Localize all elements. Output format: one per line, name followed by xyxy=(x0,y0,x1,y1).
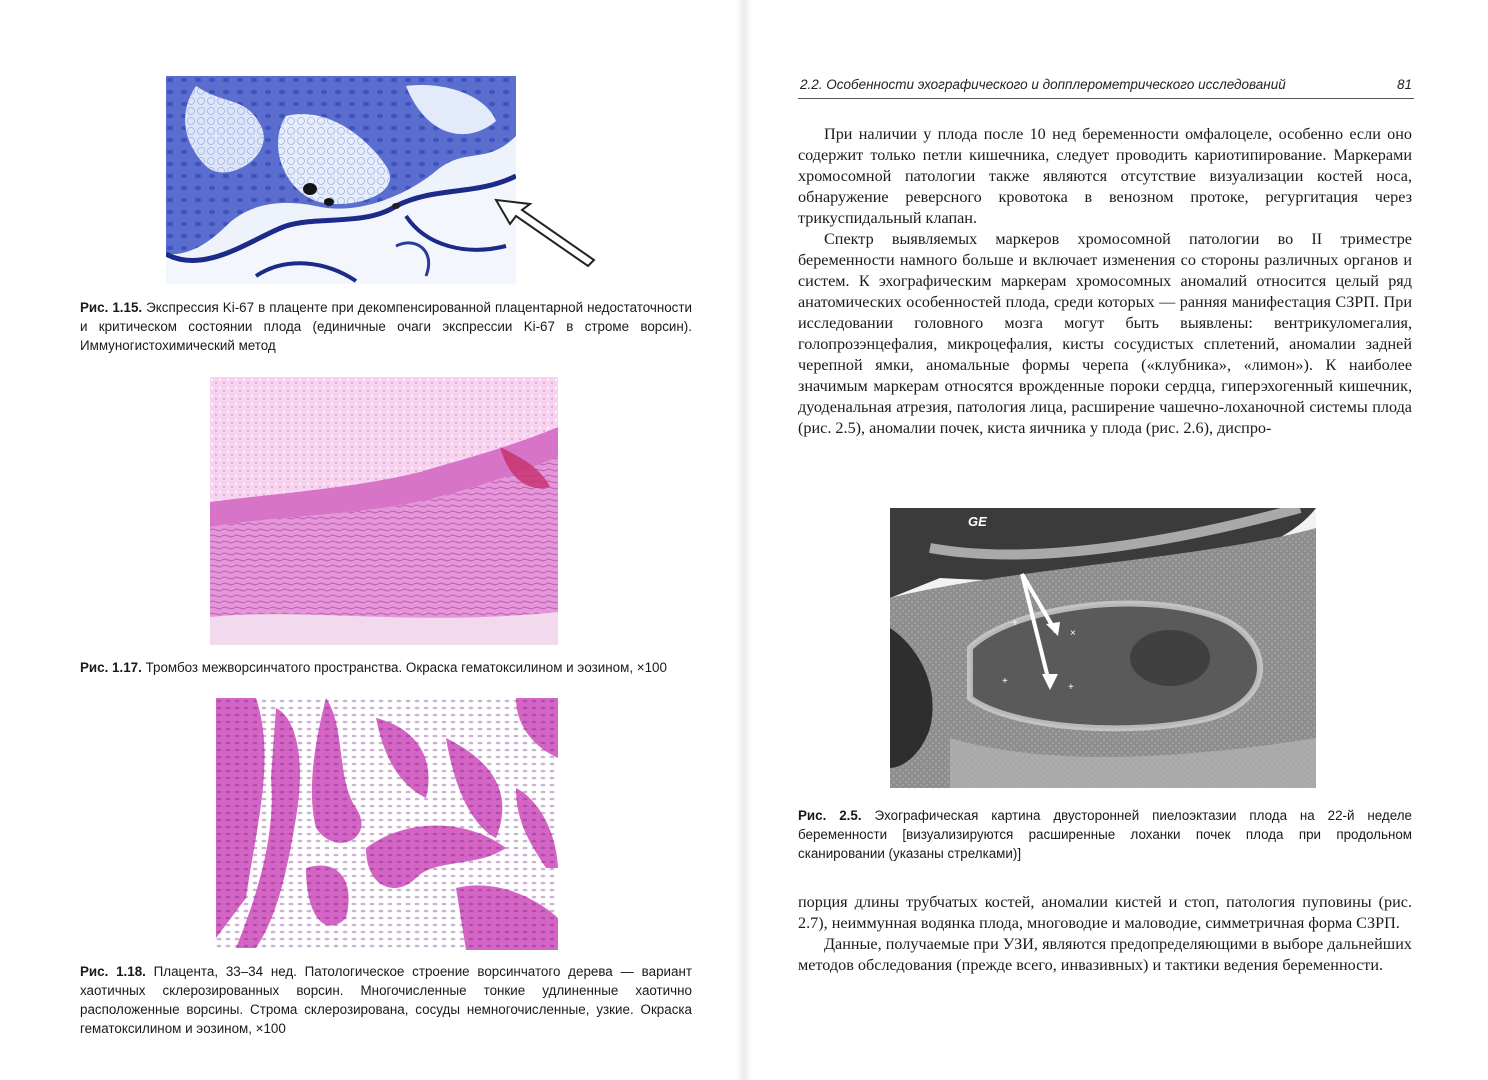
book-gutter xyxy=(736,0,752,1080)
figure-2-5-label: Рис. 2.5. xyxy=(798,808,862,823)
figure-1-15-caption-text: Экспрессия Ki-67 в плаценте при декомпенсированной плацентарной недостаточности и критическом состоянии плода (единичные очаги экспрессии Ki-67 в строме ворсин). Иммуногистохимический метод xyxy=(80,300,692,353)
svg-text:+: + xyxy=(1068,682,1074,693)
figure-1-17-caption xyxy=(80,658,692,677)
paragraph-1: При наличии у плода после 10 нед беременности омфалоцеле, особенно если оно содержит только петли кишечника, следует проводить кариотипирование. Маркерами хромосомной патологии также являются отсутствие визуализации костей носа, обнаружение реверсного кровотока в венозном протоке, регургитация через трикуспидальный клапан. xyxy=(798,125,1412,227)
figure-1-17-caption-text: Тромбоз межворсинчатого пространства. Окраска гематоксилином и эозином, ×100 xyxy=(145,660,667,675)
body-text-bottom xyxy=(798,892,1412,976)
ihc-micrograph-image xyxy=(166,76,516,284)
body-text-top xyxy=(798,124,1412,439)
figure-1-18-micrograph xyxy=(216,698,558,950)
figure-1-18-caption xyxy=(80,962,692,1038)
svg-text:+: + xyxy=(1012,618,1018,629)
paragraph-4: Данные, получаемые при УЗИ, являются предопределяющими в выборе дальнейших методов обследования (прежде всего, инвазивных) и тактики ведения беременности. xyxy=(798,935,1412,974)
running-head-title: 2.2. Особенности эхографического и допплерометрического исследований xyxy=(800,77,1286,92)
ultrasound-image xyxy=(890,508,1316,788)
figure-1-15-caption xyxy=(80,298,692,355)
he-villi-image xyxy=(216,698,558,950)
figure-1-15-micrograph xyxy=(166,76,516,284)
svg-text:×: × xyxy=(1070,628,1076,639)
paragraph-2: Спектр выявляемых маркеров хромосомной патологии во II триместре беременности намного больше и включает изменения со стороны различных органов и систем. К эхографическим маркерам хромосомных аномалий относится целый ряд анатомических особенностей плода, среди которых — ранняя манифестация СЗРП. При исследовании головного мозга могут быть выявлены: вентрикуломегалия, голопрозэнцефалия, микроцефалия, кисты сосудистых сплетений, аномалии задней черепной ямки, аномальные формы черепа («клубника», «лимон»). К наиболее значимым маркерам относятся врожденные пороки сердца, гиперэхогенный кишечник, дуоденальная атрезия, патология лица, расширение чашечно-лоханочной системы плода (рис. 2.5), аномалии почек, киста яичника у плода (рис. 2.6), диспро- xyxy=(798,230,1412,437)
figure-1-18-caption-text: Плацента, 33–34 нед. Патологическое строение ворсинчатого дерева — вариант хаотичных склерозированных ворсин. Многочисленные тонкие удлиненные хаотично расположенные ворсины. Строма склерозирована, сосуды немногочисленные, узкие. Окраска гематоксилином и эозином, ×100 xyxy=(80,964,692,1036)
figure-2-5-ultrasound xyxy=(890,508,1316,788)
figure-1-18-label: Рис. 1.18. xyxy=(80,964,146,979)
figure-1-17-micrograph xyxy=(210,377,558,645)
arrow-indicator-icon xyxy=(490,190,600,270)
page-number: 81 xyxy=(1396,77,1412,92)
figure-2-5-caption-text: Эхографическая картина двусторонней пиелоэктазии плода на 22-й неделе беременности [визуализируются расширенные лоханки почек плода при продольном сканировании (указаны стрелками)] xyxy=(798,808,1412,861)
figure-2-5-caption xyxy=(798,806,1412,863)
ge-logo-text: GE xyxy=(968,514,987,529)
figure-1-15-label: Рис. 1.15. xyxy=(80,300,143,315)
paragraph-3: порция длины трубчатых костей, аномалии кистей и стоп, патология пуповины (рис. 2.7), неиммунная водянка плода, многоводие и маловодие, симметричная форма СЗРП. xyxy=(798,893,1412,932)
svg-text:+: + xyxy=(1002,676,1008,687)
he-thrombus-image xyxy=(210,377,558,645)
figure-1-17-label: Рис. 1.17. xyxy=(80,660,142,675)
running-head xyxy=(798,76,1414,99)
